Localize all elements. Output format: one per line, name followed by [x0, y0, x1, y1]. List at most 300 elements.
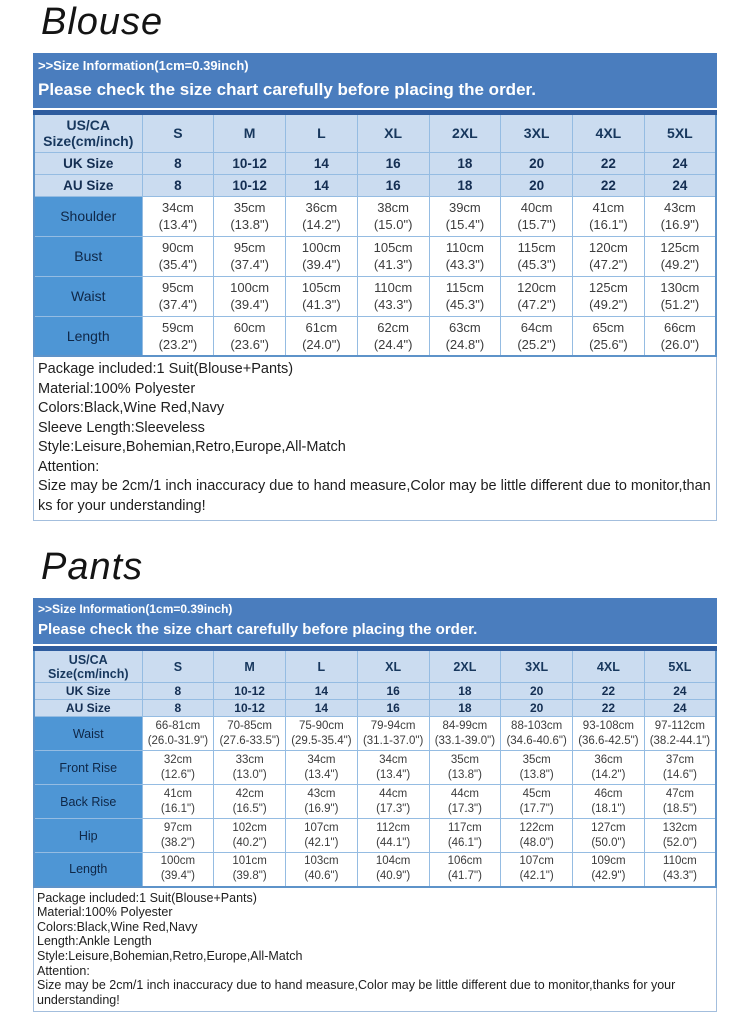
measurement-row	[34, 785, 716, 819]
measurement-cell	[286, 819, 358, 853]
measurement-inch: (14.2")	[591, 768, 626, 781]
measurement-cell	[214, 236, 286, 276]
measurement-cell	[357, 276, 429, 316]
au-size-value: 18	[429, 700, 501, 717]
measurement-cell	[214, 276, 286, 316]
details-line: Attention:	[38, 458, 100, 475]
measurement-cell	[429, 236, 501, 276]
measurement-inch: (25.2")	[517, 337, 556, 353]
measurement-cm: 110cm	[445, 240, 484, 256]
measurement-inch: (15.0")	[373, 217, 413, 233]
size-column-header: 5XL	[644, 649, 716, 683]
measurement-cell	[501, 751, 573, 785]
measurement-cell	[644, 785, 716, 819]
measurement-cell	[357, 785, 429, 819]
measurement-cm: 43cm	[663, 200, 696, 216]
measurement-cell	[573, 751, 645, 785]
measurement-cell	[142, 717, 214, 751]
measurement-cm: 105cm	[373, 240, 413, 256]
measurement-cell	[357, 853, 429, 887]
measurement-inch: (38.2-44.1")	[649, 734, 711, 747]
uk-size-value: 22	[573, 683, 645, 700]
blouse-title: Blouse	[41, 1, 164, 43]
size-column-header: S	[142, 649, 214, 683]
measurement-inch: (42.9")	[591, 870, 626, 883]
uk-size-value: 20	[501, 683, 573, 700]
measurement-cm: 84-99cm	[442, 719, 488, 732]
measurement-cell	[573, 196, 645, 236]
measurement-inch: (49.2")	[660, 257, 700, 273]
au-size-row	[34, 700, 716, 717]
measurement-inch: (42.1")	[304, 836, 339, 849]
measurement-cm: 59cm	[161, 320, 194, 336]
measurement-cm: 36cm	[305, 200, 338, 216]
measurement-inch: (13.8")	[519, 768, 554, 781]
measurement-cell	[142, 819, 214, 853]
measurement-cell	[142, 785, 214, 819]
measurement-inch: (13.4")	[376, 768, 411, 781]
uk-size-value: 14	[286, 683, 358, 700]
uk-size-label: UK Size	[34, 683, 142, 700]
details-line: Size may be 2cm/1 inch inaccuracy due to hand measure,Color may be little different due to monitor,thanks for your understanding!	[37, 978, 676, 1007]
measurement-inch: (14.6")	[662, 768, 697, 781]
au-size-value: 24	[644, 174, 716, 196]
au-size-value: 18	[429, 174, 501, 196]
measurement-inch: (35.4")	[158, 257, 198, 273]
au-size-value: 14	[286, 700, 358, 717]
measurement-inch: (13.4")	[304, 768, 339, 781]
measurement-cm: 103cm	[304, 855, 339, 868]
measurement-cell	[286, 316, 358, 356]
uk-size-value: 10-12	[214, 683, 286, 700]
measurement-cm: 107cm	[519, 855, 554, 868]
au-size-value: 22	[573, 174, 645, 196]
measurement-row	[34, 853, 716, 887]
measurement-cell	[429, 276, 501, 316]
measurement-cm: 120cm	[517, 280, 557, 296]
measurement-inch: (14.2")	[302, 217, 341, 233]
measurement-cm: 34cm	[161, 200, 194, 216]
measurement-cm: 95cm	[161, 280, 194, 296]
measurement-cell	[214, 853, 286, 887]
measurement-inch: (16.5")	[232, 802, 267, 815]
measurement-inch: (48.0")	[519, 836, 554, 849]
measurement-cm: 44cm	[379, 787, 408, 800]
details-line: Style:Leisure,Bohemian,Retro,Europe,All-Match	[38, 439, 346, 456]
measurement-inch: (24.4")	[373, 337, 413, 353]
pants-title: Pants	[41, 546, 144, 589]
measurement-cell	[286, 785, 358, 819]
au-size-value: 16	[357, 700, 429, 717]
au-size-value: 16	[357, 174, 429, 196]
measurement-cm: 97-112cm	[654, 719, 706, 732]
measurement-inch: (43.3")	[445, 257, 485, 273]
measurement-cm: 64cm	[520, 320, 553, 336]
measurement-cm: 93-108cm	[582, 719, 634, 732]
measurement-inch: (17.3")	[376, 802, 411, 815]
measurement-cell	[286, 276, 358, 316]
measurement-label: Waist	[34, 276, 142, 316]
measurement-inch: (13.8")	[447, 768, 482, 781]
size-column-header: 2XL	[429, 112, 501, 152]
measurement-inch: (29.5-35.4")	[291, 734, 352, 747]
uk-size-value: 24	[644, 683, 716, 700]
measurement-cell	[214, 316, 286, 356]
measurement-cm: 106cm	[447, 855, 483, 868]
measurement-cell	[573, 276, 645, 316]
measurement-inch: (51.2")	[660, 297, 700, 313]
measurement-row	[34, 316, 716, 356]
measurement-cell	[142, 276, 214, 316]
measurement-cm: 43cm	[307, 787, 336, 800]
measurement-inch: (37.4")	[158, 297, 198, 313]
blouse-size-table	[33, 110, 717, 358]
measurement-inch: (16.1")	[589, 217, 628, 233]
measurement-cm: 110cm	[663, 855, 697, 868]
size-header-row	[34, 112, 716, 152]
measurement-cm: 90cm	[161, 240, 194, 256]
uk-size-value: 18	[429, 152, 501, 174]
details-line: Sleeve Length:Sleeveless	[38, 419, 205, 436]
measurement-inch: (40.6")	[304, 870, 339, 883]
measurement-cm: 100cm	[230, 280, 270, 296]
measurement-cm: 39cm	[448, 200, 481, 216]
measurement-inch: (41.3")	[302, 297, 341, 313]
measurement-cm: 42cm	[235, 787, 264, 800]
measurement-cell	[357, 717, 429, 751]
measurement-cell	[286, 853, 358, 887]
blouse-check-chart-notice: Please check the size chart carefully before placing the order.	[38, 79, 536, 99]
measurement-inch: (52.0")	[662, 836, 697, 849]
measurement-cell	[501, 316, 573, 356]
measurement-cm: 110cm	[374, 280, 413, 296]
measurement-inch: (40.2")	[232, 836, 267, 849]
measurement-cm: 34cm	[307, 753, 336, 766]
uk-size-value: 10-12	[214, 152, 286, 174]
measurement-cell	[429, 316, 501, 356]
measurement-inch: (13.4")	[158, 217, 198, 233]
details-line: Attention:	[37, 963, 90, 978]
measurement-cm: 122cm	[519, 821, 554, 834]
details-line: Colors:Black,Wine Red,Navy	[37, 919, 198, 934]
au-size-value: 20	[501, 700, 573, 717]
details-line: Material:100% Polyester	[38, 380, 196, 397]
measurement-label: Length	[34, 316, 142, 356]
measurement-cell	[214, 717, 286, 751]
measurement-label: Length	[34, 853, 142, 887]
uk-size-value: 24	[644, 152, 716, 174]
pants-size-table	[33, 646, 717, 888]
measurement-cm: 125cm	[588, 280, 628, 296]
size-column-header: XL	[357, 649, 429, 683]
measurement-cm: 132cm	[662, 821, 698, 834]
measurement-cm: 41cm	[163, 787, 192, 800]
measurement-inch: (16.9")	[660, 217, 700, 233]
measurement-label: Shoulder	[34, 196, 142, 236]
measurement-cm: 61cm	[305, 320, 338, 336]
size-column-header: 5XL	[644, 112, 716, 152]
size-header-row	[34, 649, 716, 683]
pants-details-box	[33, 888, 717, 1012]
size-column-header: 4XL	[573, 649, 645, 683]
details-line: Material:100% Polyester	[37, 905, 173, 920]
measurement-inch: (49.2")	[589, 297, 628, 313]
measurement-inch: (33.1-39.0")	[434, 734, 496, 747]
measurement-inch: (26.0-31.9")	[147, 734, 209, 747]
measurement-cell	[214, 819, 286, 853]
measurement-cell	[142, 316, 214, 356]
au-size-label: AU Size	[34, 700, 142, 717]
au-size-label: AU Size	[34, 174, 142, 196]
measurement-cell	[573, 236, 645, 276]
measurement-inch: (38.2")	[160, 836, 195, 849]
measurement-inch: (13.8")	[230, 217, 269, 233]
measurement-row	[34, 276, 716, 316]
measurement-row	[34, 751, 716, 785]
measurement-inch: (12.6")	[160, 768, 195, 781]
uk-size-value: 8	[142, 152, 214, 174]
measurement-cm: 127cm	[591, 821, 626, 834]
measurement-cell	[214, 196, 286, 236]
details-line: Colors:Black,Wine Red,Navy	[38, 400, 225, 417]
size-column-header: 4XL	[573, 112, 645, 152]
size-column-header: 3XL	[501, 649, 573, 683]
uk-size-value: 22	[573, 152, 645, 174]
measurement-inch: (47.2")	[517, 297, 556, 313]
measurement-inch: (45.3")	[445, 297, 485, 313]
uk-size-value: 16	[357, 152, 429, 174]
measurement-row	[34, 196, 716, 236]
measurement-cm: 102cm	[232, 821, 267, 834]
measurement-cell	[357, 196, 429, 236]
measurement-cm: 70-85cm	[227, 719, 272, 732]
measurement-inch: (26.0")	[660, 337, 700, 353]
measurement-cm: 95cm	[233, 240, 266, 256]
measurement-cm: 130cm	[660, 280, 700, 296]
measurement-cm: 37cm	[665, 753, 694, 766]
measurement-cm: 63cm	[448, 320, 481, 336]
corner-line-1: US/CA	[68, 652, 108, 667]
measurement-cm: 62cm	[377, 320, 410, 336]
measurement-cm: 35cm	[233, 200, 266, 216]
measurement-label: Hip	[34, 819, 142, 853]
measurement-cm: 44cm	[450, 787, 479, 800]
measurement-cell	[501, 196, 573, 236]
measurement-cell	[644, 819, 716, 853]
measurement-cell	[357, 751, 429, 785]
measurement-cm: 60cm	[233, 320, 266, 336]
size-column-header: 3XL	[501, 112, 573, 152]
measurement-inch: (41.3")	[373, 257, 413, 273]
measurement-cell	[142, 853, 214, 887]
measurement-cm: 109cm	[591, 855, 626, 868]
measurement-inch: (16.9")	[304, 802, 339, 815]
measurement-cell	[286, 236, 358, 276]
measurement-inch: (24.8")	[445, 337, 485, 353]
pants-check-chart-notice: Please check the size chart carefully before placing the order.	[38, 621, 478, 639]
au-size-value: 22	[573, 700, 645, 717]
measurement-inch: (39.4")	[160, 870, 195, 883]
uk-size-value: 18	[429, 683, 501, 700]
measurement-cell	[429, 751, 501, 785]
measurement-inch: (39.8")	[232, 870, 267, 883]
measurement-inch: (46.1")	[447, 836, 482, 849]
measurement-cm: 97cm	[163, 821, 192, 834]
measurement-inch: (15.4")	[445, 217, 485, 233]
measurement-inch: (36.6-42.5")	[578, 734, 639, 747]
measurement-cm: 79-94cm	[370, 719, 416, 732]
au-size-row	[34, 174, 716, 196]
measurement-cell	[501, 236, 573, 276]
corner-cell	[34, 649, 142, 683]
measurement-inch: (39.4")	[302, 257, 341, 273]
measurement-inch: (25.6")	[589, 337, 628, 353]
size-column-header: S	[142, 112, 214, 152]
blouse-size-info-banner	[33, 53, 717, 108]
measurement-cell	[286, 196, 358, 236]
measurement-row	[34, 717, 716, 751]
measurement-cm: 32cm	[163, 753, 192, 766]
measurement-row	[34, 236, 716, 276]
measurement-inch: (18.1")	[591, 802, 626, 815]
measurement-cell	[142, 751, 214, 785]
au-size-value: 20	[501, 174, 573, 196]
details-line: Style:Leisure,Bohemian,Retro,Europe,All-Match	[37, 948, 303, 963]
measurement-cm: 88-103cm	[511, 719, 563, 732]
pants-size-info-banner	[33, 598, 717, 644]
measurement-cm: 66cm	[663, 320, 696, 336]
measurement-cm: 46cm	[594, 787, 623, 800]
au-size-value: 14	[286, 174, 358, 196]
size-chart-page	[33, 0, 717, 1012]
measurement-cm: 33cm	[235, 753, 264, 766]
measurement-cell	[357, 819, 429, 853]
measurement-cm: 100cm	[301, 240, 341, 256]
measurement-inch: (17.3")	[447, 802, 482, 815]
au-size-value: 8	[142, 700, 214, 717]
measurement-cm: 75-90cm	[299, 719, 344, 732]
measurement-inch: (27.6-33.5")	[219, 734, 280, 747]
measurement-inch: (47.2")	[589, 257, 628, 273]
blouse-section	[33, 2, 717, 521]
au-size-value: 10-12	[214, 174, 286, 196]
size-column-header: M	[214, 649, 286, 683]
measurement-cell	[501, 276, 573, 316]
measurement-cm: 40cm	[520, 200, 553, 216]
measurement-cell	[573, 717, 645, 751]
measurement-cm: 38cm	[377, 200, 410, 216]
measurement-label: Front Rise	[34, 751, 142, 785]
measurement-cell	[429, 717, 501, 751]
measurement-label: Bust	[34, 236, 142, 276]
measurement-inch: (17.7")	[519, 802, 554, 815]
measurement-cell	[429, 853, 501, 887]
measurement-inch: (24.0")	[302, 337, 341, 353]
measurement-cell	[429, 196, 501, 236]
measurement-inch: (16.1")	[160, 802, 195, 815]
measurement-cm: 35cm	[450, 753, 479, 766]
measurement-cm: 66-81cm	[155, 719, 201, 732]
section-spacer	[33, 521, 717, 547]
measurement-inch: (44.1")	[376, 836, 411, 849]
measurement-cm: 104cm	[375, 855, 411, 868]
measurement-cm: 117cm	[448, 821, 482, 834]
measurement-cell	[573, 316, 645, 356]
measurement-cell	[644, 316, 716, 356]
measurement-cm: 34cm	[379, 753, 408, 766]
measurement-cm: 35cm	[522, 753, 551, 766]
measurement-inch: (23.6")	[230, 337, 269, 353]
measurement-cell	[501, 853, 573, 887]
measurement-inch: (40.9")	[376, 870, 411, 883]
measurement-inch: (23.2")	[158, 337, 198, 353]
measurement-cell	[214, 751, 286, 785]
details-line: Length:Ankle Length	[37, 934, 152, 949]
measurement-cell	[142, 236, 214, 276]
size-column-header: XL	[357, 112, 429, 152]
uk-size-label: UK Size	[34, 152, 142, 174]
details-line: Size may be 2cm/1 inch inaccuracy due to hand measure,Color may be little different due to monitor,thanks for your understanding!	[38, 478, 711, 514]
measurement-cell	[214, 785, 286, 819]
measurement-cell	[573, 819, 645, 853]
measurement-cm: 100cm	[160, 855, 196, 868]
measurement-cell	[357, 316, 429, 356]
uk-size-row	[34, 152, 716, 174]
measurement-cell	[644, 196, 716, 236]
measurement-inch: (39.4")	[230, 297, 269, 313]
measurement-label: Waist	[34, 717, 142, 751]
measurement-inch: (13.0")	[232, 768, 267, 781]
au-size-value: 10-12	[214, 700, 286, 717]
measurement-row	[34, 819, 716, 853]
measurement-cm: 45cm	[522, 787, 551, 800]
measurement-inch: (18.5")	[662, 802, 697, 815]
measurement-cm: 120cm	[588, 240, 628, 256]
measurement-cell	[286, 751, 358, 785]
measurement-inch: (37.4")	[230, 257, 269, 273]
measurement-cell	[286, 717, 358, 751]
measurement-cell	[573, 785, 645, 819]
measurement-cell	[429, 819, 501, 853]
measurement-inch: (50.0")	[591, 836, 626, 849]
corner-cell	[34, 112, 142, 152]
measurement-cell	[644, 276, 716, 316]
measurement-cm: 101cm	[232, 855, 267, 868]
measurement-cell	[501, 785, 573, 819]
measurement-cm: 36cm	[594, 753, 623, 766]
measurement-inch: (45.3")	[517, 257, 556, 273]
measurement-cm: 105cm	[301, 280, 341, 296]
measurement-inch: (42.1")	[519, 870, 554, 883]
measurement-inch: (43.3")	[662, 870, 697, 883]
measurement-cell	[644, 853, 716, 887]
corner-line-1: US/CA	[66, 117, 111, 134]
measurement-cell	[357, 236, 429, 276]
uk-size-row	[34, 683, 716, 700]
measurement-cm: 47cm	[665, 787, 694, 800]
corner-line-2: Size(cm/inch)	[43, 133, 134, 150]
size-column-header: L	[286, 649, 358, 683]
details-line: Package included:1 Suit(Blouse+Pants)	[37, 890, 257, 905]
measurement-cm: 41cm	[592, 200, 625, 216]
au-size-value: 8	[142, 174, 214, 196]
measurement-inch: (34.6-40.6")	[506, 734, 567, 747]
details-line: Package included:1 Suit(Blouse+Pants)	[38, 361, 294, 378]
uk-size-value: 14	[286, 152, 358, 174]
pants-size-info-line: >>Size Information(1cm=0.39inch)	[38, 602, 233, 617]
measurement-cm: 125cm	[660, 240, 700, 256]
uk-size-value: 8	[142, 683, 214, 700]
